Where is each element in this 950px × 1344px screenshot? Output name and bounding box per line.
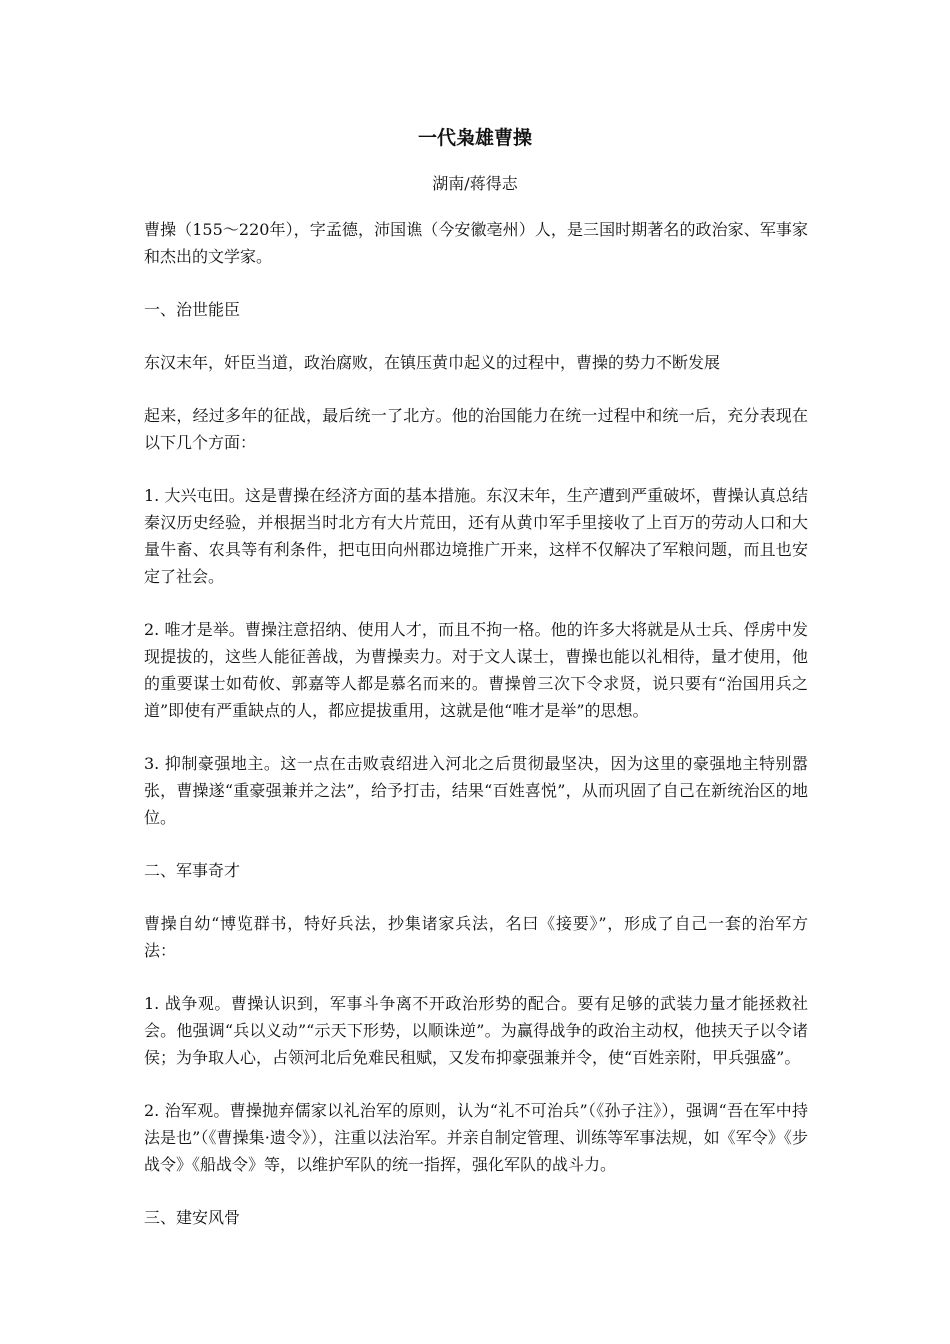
body-paragraph: 2. 治军观。曹操抛弃儒家以礼治军的原则，认为“礼不可治兵”（《孙子注》），强调“吾在军中持法是也”（《曹操集·遗令》），注重以法治军。并亲自制定管理、训练等军事法规，如《军令》《步战令》《船战令》等，以维护军队的统一指挥，强化军队的战斗力。: [144, 1101, 808, 1174]
section-heading: 三、建安风骨: [144, 1208, 241, 1227]
body-paragraph: 曹操自幼“博览群书，特好兵法，抄集诸家兵法，名曰《接要》”，形成了自己一套的治军方法：: [144, 914, 808, 960]
intro-paragraph: 曹操（155～220年），字孟德，沛国谯（今安徽亳州）人，是三国时期著名的政治家、军事家和杰出的文学家。: [144, 220, 808, 266]
document-title: 一代枭雄曹操: [417, 127, 532, 149]
body-paragraph: 起来，经过多年的征战，最后统一了北方。他的治国能力在统一过程中和统一后，充分表现在以下几个方面：: [144, 406, 808, 452]
body-paragraph: 2. 唯才是举。曹操注意招纳、使用人才，而且不拘一格。他的许多大将就是从士兵、俘虏中发现提拔的，这些人能征善战，为曹操卖力。对于文人谋士，曹操也能以礼相待，量才使用，他的重要谋士如荀攸、郭嘉等人都是慕名而来的。曹操曾三次下令求贤，说只要有“治国用兵之道”即使有严重缺点的人，都应提拔重用，这就是他“唯才是举”的思想。: [144, 620, 808, 720]
body-paragraph: 东汉末年，奸臣当道，政治腐败，在镇压黄巾起义的过程中，曹操的势力不断发展: [144, 353, 721, 372]
document-body: [144, 216, 808, 1257]
document-author: 湖南/蒋得志: [432, 174, 518, 193]
section-heading: 二、军事奇才: [144, 861, 241, 880]
body-paragraph: 3. 抑制豪强地主。这一点在击败袁绍进入河北之后贯彻最坚决，因为这里的豪强地主特别嚣张，曹操遂“重豪强兼并之法”，给予打击，结果“百姓喜悦”，从而巩固了自己在新统治区的地位。: [144, 754, 808, 827]
body-paragraph: 1. 大兴屯田。这是曹操在经济方面的基本措施。东汉末年，生产遭到严重破坏，曹操认真总结秦汉历史经验，并根据当时北方有大片荒田，还有从黄巾军手里接收了上百万的劳动人口和大量牛畜、农具等有利条件，把屯田向州郡边境推广开来，这样不仅解决了军粮问题，而且也安定了社会。: [144, 486, 808, 586]
body-paragraph: 1. 战争观。曹操认识到，军事斗争离不开政治形势的配合。要有足够的武装力量才能拯救社会。他强调“兵以义动”“示天下形势，以顺诛逆”。为赢得战争的政治主动权，他挟天子以令诸侯；为争取人心，占领河北后免难民租赋，又发布抑豪强兼并令，使“百姓亲附，甲兵强盛”。: [144, 994, 808, 1067]
section-heading: 一、治世能臣: [144, 300, 241, 319]
